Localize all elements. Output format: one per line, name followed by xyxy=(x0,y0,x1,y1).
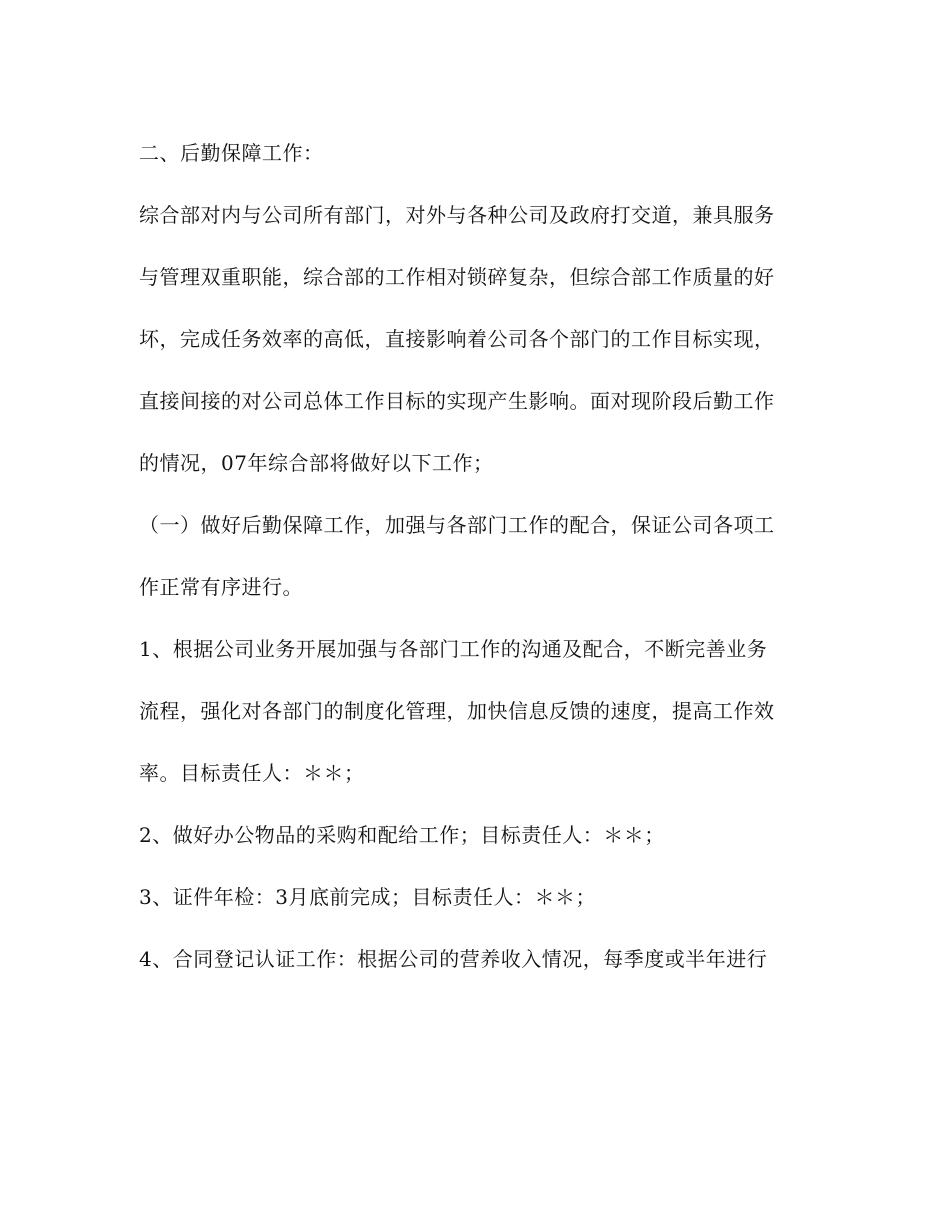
text-line: 率。目标责任人：＊＊； xyxy=(139,761,365,785)
subsection-heading: （一）做好后勤保障工作，加强与各部门工作的配合，保证公司各项工 xyxy=(139,513,775,537)
text-line: 流程，强化对各部门的制度化管理，加快信息反馈的速度，提高工作效 xyxy=(139,699,775,723)
text-line: 作正常有序进行。 xyxy=(139,575,303,599)
section-heading: 二、后勤保障工作： xyxy=(139,141,324,165)
list-item: 3、证件年检：3月底前完成；目标责任人：＊＊； xyxy=(139,885,596,909)
text-line: 坏，完成任务效率的高低，直接影响着公司各个部门的工作目标实现， xyxy=(139,327,775,351)
text-line: 直接间接的对公司总体工作目标的实现产生影响。面对现阶段后勤工作 xyxy=(139,389,775,413)
list-item: 4、合同登记认证工作：根据公司的营养收入情况，每季度或半年进行 xyxy=(139,947,768,971)
list-item: 2、做好办公物品的采购和配给工作；目标责任人：＊＊； xyxy=(139,823,665,847)
list-item: 1、根据公司业务开展加强与各部门工作的沟通及配合，不断完善业务 xyxy=(139,637,768,661)
text-line: 与管理双重职能，综合部的工作相对锁碎复杂，但综合部工作质量的好 xyxy=(139,265,775,289)
document-body xyxy=(139,122,819,990)
text-line: 综合部对内与公司所有部门，对外与各种公司及政府打交道，兼具服务 xyxy=(139,203,775,227)
text-line: 的情况，07年综合部将做好以下工作； xyxy=(139,451,494,475)
